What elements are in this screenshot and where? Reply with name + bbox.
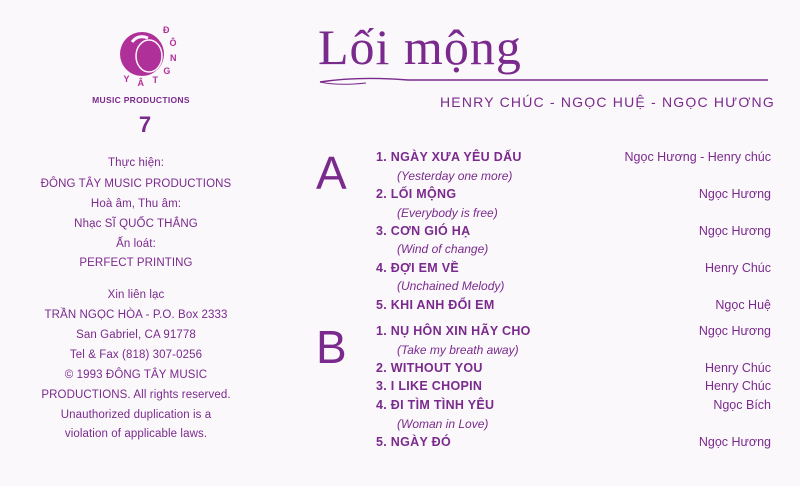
- credit-line: ĐÔNG TÂY MUSIC PRODUCTIONS: [40, 178, 232, 190]
- track-artist: Ngọc Huệ: [715, 298, 771, 312]
- track-title: 2. WITHOUT YOU: [376, 361, 483, 375]
- album-artists: HENRY CHÚC - NGỌC HUỆ - NGỌC HƯƠNG: [440, 94, 775, 110]
- track-title: 5. KHI ANH ĐỔI EM: [376, 298, 495, 312]
- logo-arc-letter: G: [163, 66, 171, 77]
- contact-line: Xin liên lạc: [107, 289, 165, 301]
- logo-arc-letter: Ô: [169, 38, 177, 49]
- contact-line: San Gabriel, CA 91778: [76, 329, 196, 341]
- track-subtitle: (Yesterday one more): [397, 169, 513, 183]
- side-a-label: A: [316, 147, 347, 199]
- track-artist: Ngọc Bích: [713, 398, 771, 412]
- credit-line: Nhạc SĨ QUỐC THẮNG: [74, 218, 198, 230]
- track-artist: Ngọc Hương: [698, 224, 771, 238]
- dong-tay-logo-icon: [102, 12, 182, 94]
- credit-line: Hoà âm, Thu âm:: [90, 198, 182, 210]
- track-artist: Ngọc Hương - Henry chúc: [624, 150, 771, 164]
- credit-line: Ấn loát:: [116, 238, 156, 250]
- logo-dot-pattern: [136, 40, 162, 72]
- track-artist: Ngọc Hương: [698, 187, 771, 201]
- track-title: 3. CƠN GIÓ HẠ: [376, 224, 471, 238]
- track-subtitle: (Unchained Melody): [397, 279, 505, 293]
- track-subtitle: (Wind of change): [397, 242, 489, 256]
- track-subtitle: (Woman in Love): [397, 417, 489, 431]
- track-title: 1. NGÀY XƯA YÊU DẤU: [376, 150, 522, 164]
- logo-arc-letter: T: [152, 75, 158, 86]
- contact-line: TRẦN NGỌC HÒA - P.O. Box 2333: [44, 309, 228, 321]
- track-title: 4. ĐI TÌM TÌNH YÊU: [376, 398, 495, 412]
- contact-line: © 1993 ĐÔNG TÂY MUSIC: [64, 369, 208, 381]
- track-artist: Henry Chúc: [705, 379, 771, 393]
- credit-line: PERFECT PRINTING: [79, 257, 193, 269]
- volume-number: 7: [138, 112, 152, 137]
- logo-arc-letter: N: [170, 52, 177, 63]
- logo-arc-letter: Đ: [162, 25, 170, 35]
- album-title: Lối mộng: [318, 19, 522, 75]
- contact-line: Tel & Fax (818) 307-0256: [69, 349, 203, 361]
- credit-line: Thực hiện:: [107, 157, 164, 169]
- track-artist: Ngọc Hương: [698, 324, 771, 338]
- track-title: 2. LỐI MỘNG: [376, 187, 457, 201]
- track-title: 1. NỤ HÔN XIN HÃY CHO: [376, 324, 531, 338]
- logo-arc-letter: Y: [123, 74, 130, 84]
- logo: [102, 12, 182, 94]
- title-flourish: [318, 74, 770, 88]
- contact-line: PRODUCTIONS. All rights reserved.: [41, 389, 231, 401]
- track-artist: Henry Chúc: [705, 361, 771, 375]
- track-artist: Ngọc Hương: [698, 435, 771, 449]
- contact-line: Unauthorized duplication is a: [60, 409, 212, 421]
- side-b-label: B: [316, 321, 347, 373]
- track-title: 4. ĐỢI EM VỀ: [376, 261, 460, 275]
- track-title: 5. NGÀY ĐÓ: [376, 435, 452, 449]
- logo-label: MUSIC PRODUCTIONS: [92, 95, 190, 105]
- logo-arc-letter: Â: [137, 78, 144, 88]
- track-artist: Henry Chúc: [705, 261, 771, 275]
- track-subtitle: (Everybody is free): [397, 206, 498, 220]
- track-title: 3. I LIKE CHOPIN: [376, 379, 483, 393]
- track-subtitle: (Take my breath away): [397, 343, 519, 357]
- contact-line: violation of applicable laws.: [64, 428, 208, 440]
